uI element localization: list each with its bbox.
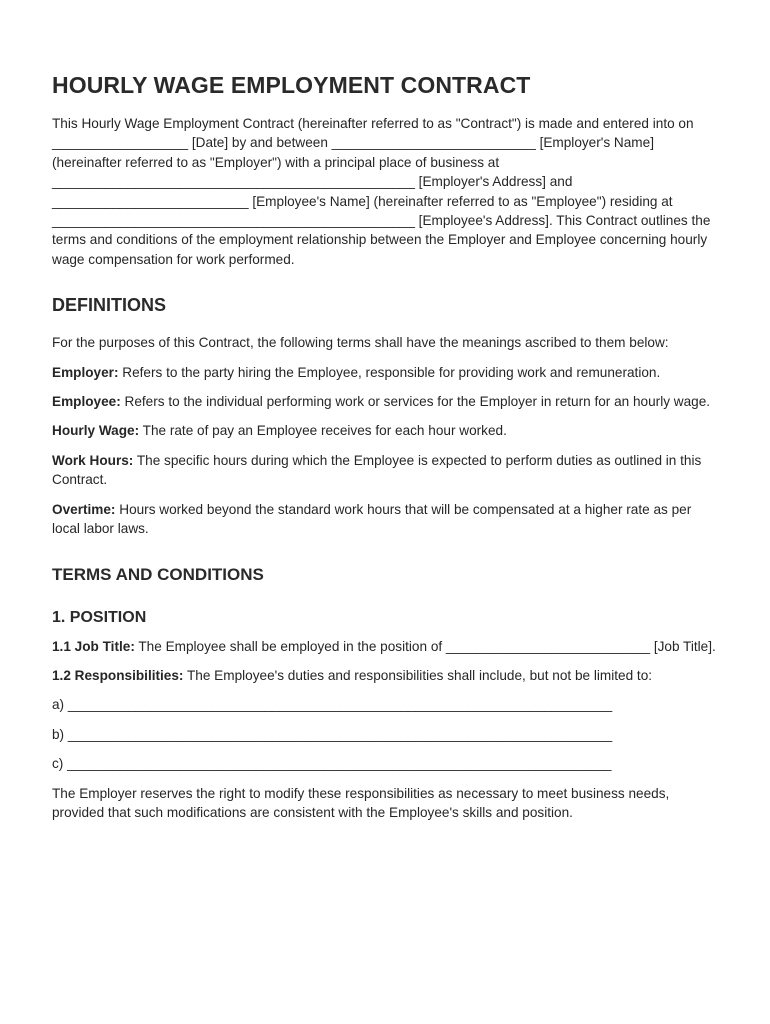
definition-term: Work Hours:	[52, 452, 134, 468]
definitions-heading: DEFINITIONS	[52, 295, 167, 316]
responsibilities-closing: The Employer reserves the right to modify these responsibilities as necessary to meet business needs, provided that such modifications are consistent with the Employee's skills and position.	[52, 785, 670, 820]
definition-text: Refers to the individual performing work or services for the Employer in return for an hourly wage.	[120, 394, 711, 410]
definitions-intro: For the purposes of this Contract, the following terms shall have the meanings ascribed to them below:	[52, 335, 669, 351]
definition-work-hours	[52, 451, 722, 490]
clause-text: The Employee shall be employed in the position of ___________________________ [Job Title].	[134, 638, 716, 654]
document-title: HOURLY WAGE EMPLOYMENT CONTRACT	[52, 72, 531, 98]
definition-overtime	[52, 500, 722, 539]
definition-term: Overtime:	[52, 501, 116, 517]
definition-text: The rate of pay an Employee receives for each hour worked.	[139, 423, 507, 439]
position-heading: 1. POSITION	[52, 608, 147, 626]
clause-label: 1.2 Responsibilities:	[52, 667, 184, 683]
definition-term: Employee:	[52, 394, 121, 410]
job-title-clause	[52, 637, 722, 656]
clause-label: 1.1 Job Title:	[52, 638, 135, 654]
responsibility-line-a: a) ________________________________________________________________________	[52, 697, 613, 713]
definition-hourly-wage	[52, 421, 722, 440]
terms-heading: TERMS AND CONDITIONS	[52, 564, 264, 584]
definition-text: The specific hours during which the Employee is expected to perform duties as outlined in this Contract.	[52, 452, 702, 488]
definition-employer	[52, 363, 722, 382]
contract-page	[52, 70, 722, 822]
definition-term: Hourly Wage:	[52, 423, 140, 439]
definition-text: Refers to the party hiring the Employee, responsible for providing work and remuneration.	[118, 364, 661, 380]
responsibility-line-b: b) ________________________________________________________________________	[52, 726, 613, 742]
responsibility-line-c: c) ________________________________________________________________________	[52, 756, 612, 772]
responsibilities-clause	[52, 666, 722, 685]
definition-term: Employer:	[52, 364, 119, 380]
clause-text: The Employee's duties and responsibilities shall include, but not be limited to:	[183, 667, 653, 683]
definition-text: Hours worked beyond the standard work hours that will be compensated at a higher rate as per local labor laws.	[52, 501, 692, 537]
definition-employee	[52, 392, 722, 411]
intro-paragraph: This Hourly Wage Employment Contract (hereinafter referred to as "Contract") is made and entered into on __________________ [Date] by and between ___________________________ [Employer's Name] (hereinafter referred to as "Employer") with a principal place of business at ________________________________________________ [Employer's Address] and __________________________ [Employee's Name] (hereinafter referred to as "Employee") residing at ________________________________________________ [Employee's Address]. This Contract outlines the terms and conditions of the employment relationship between the Employer and Employee concerning hourly wage compensation for work performed.	[52, 116, 711, 267]
